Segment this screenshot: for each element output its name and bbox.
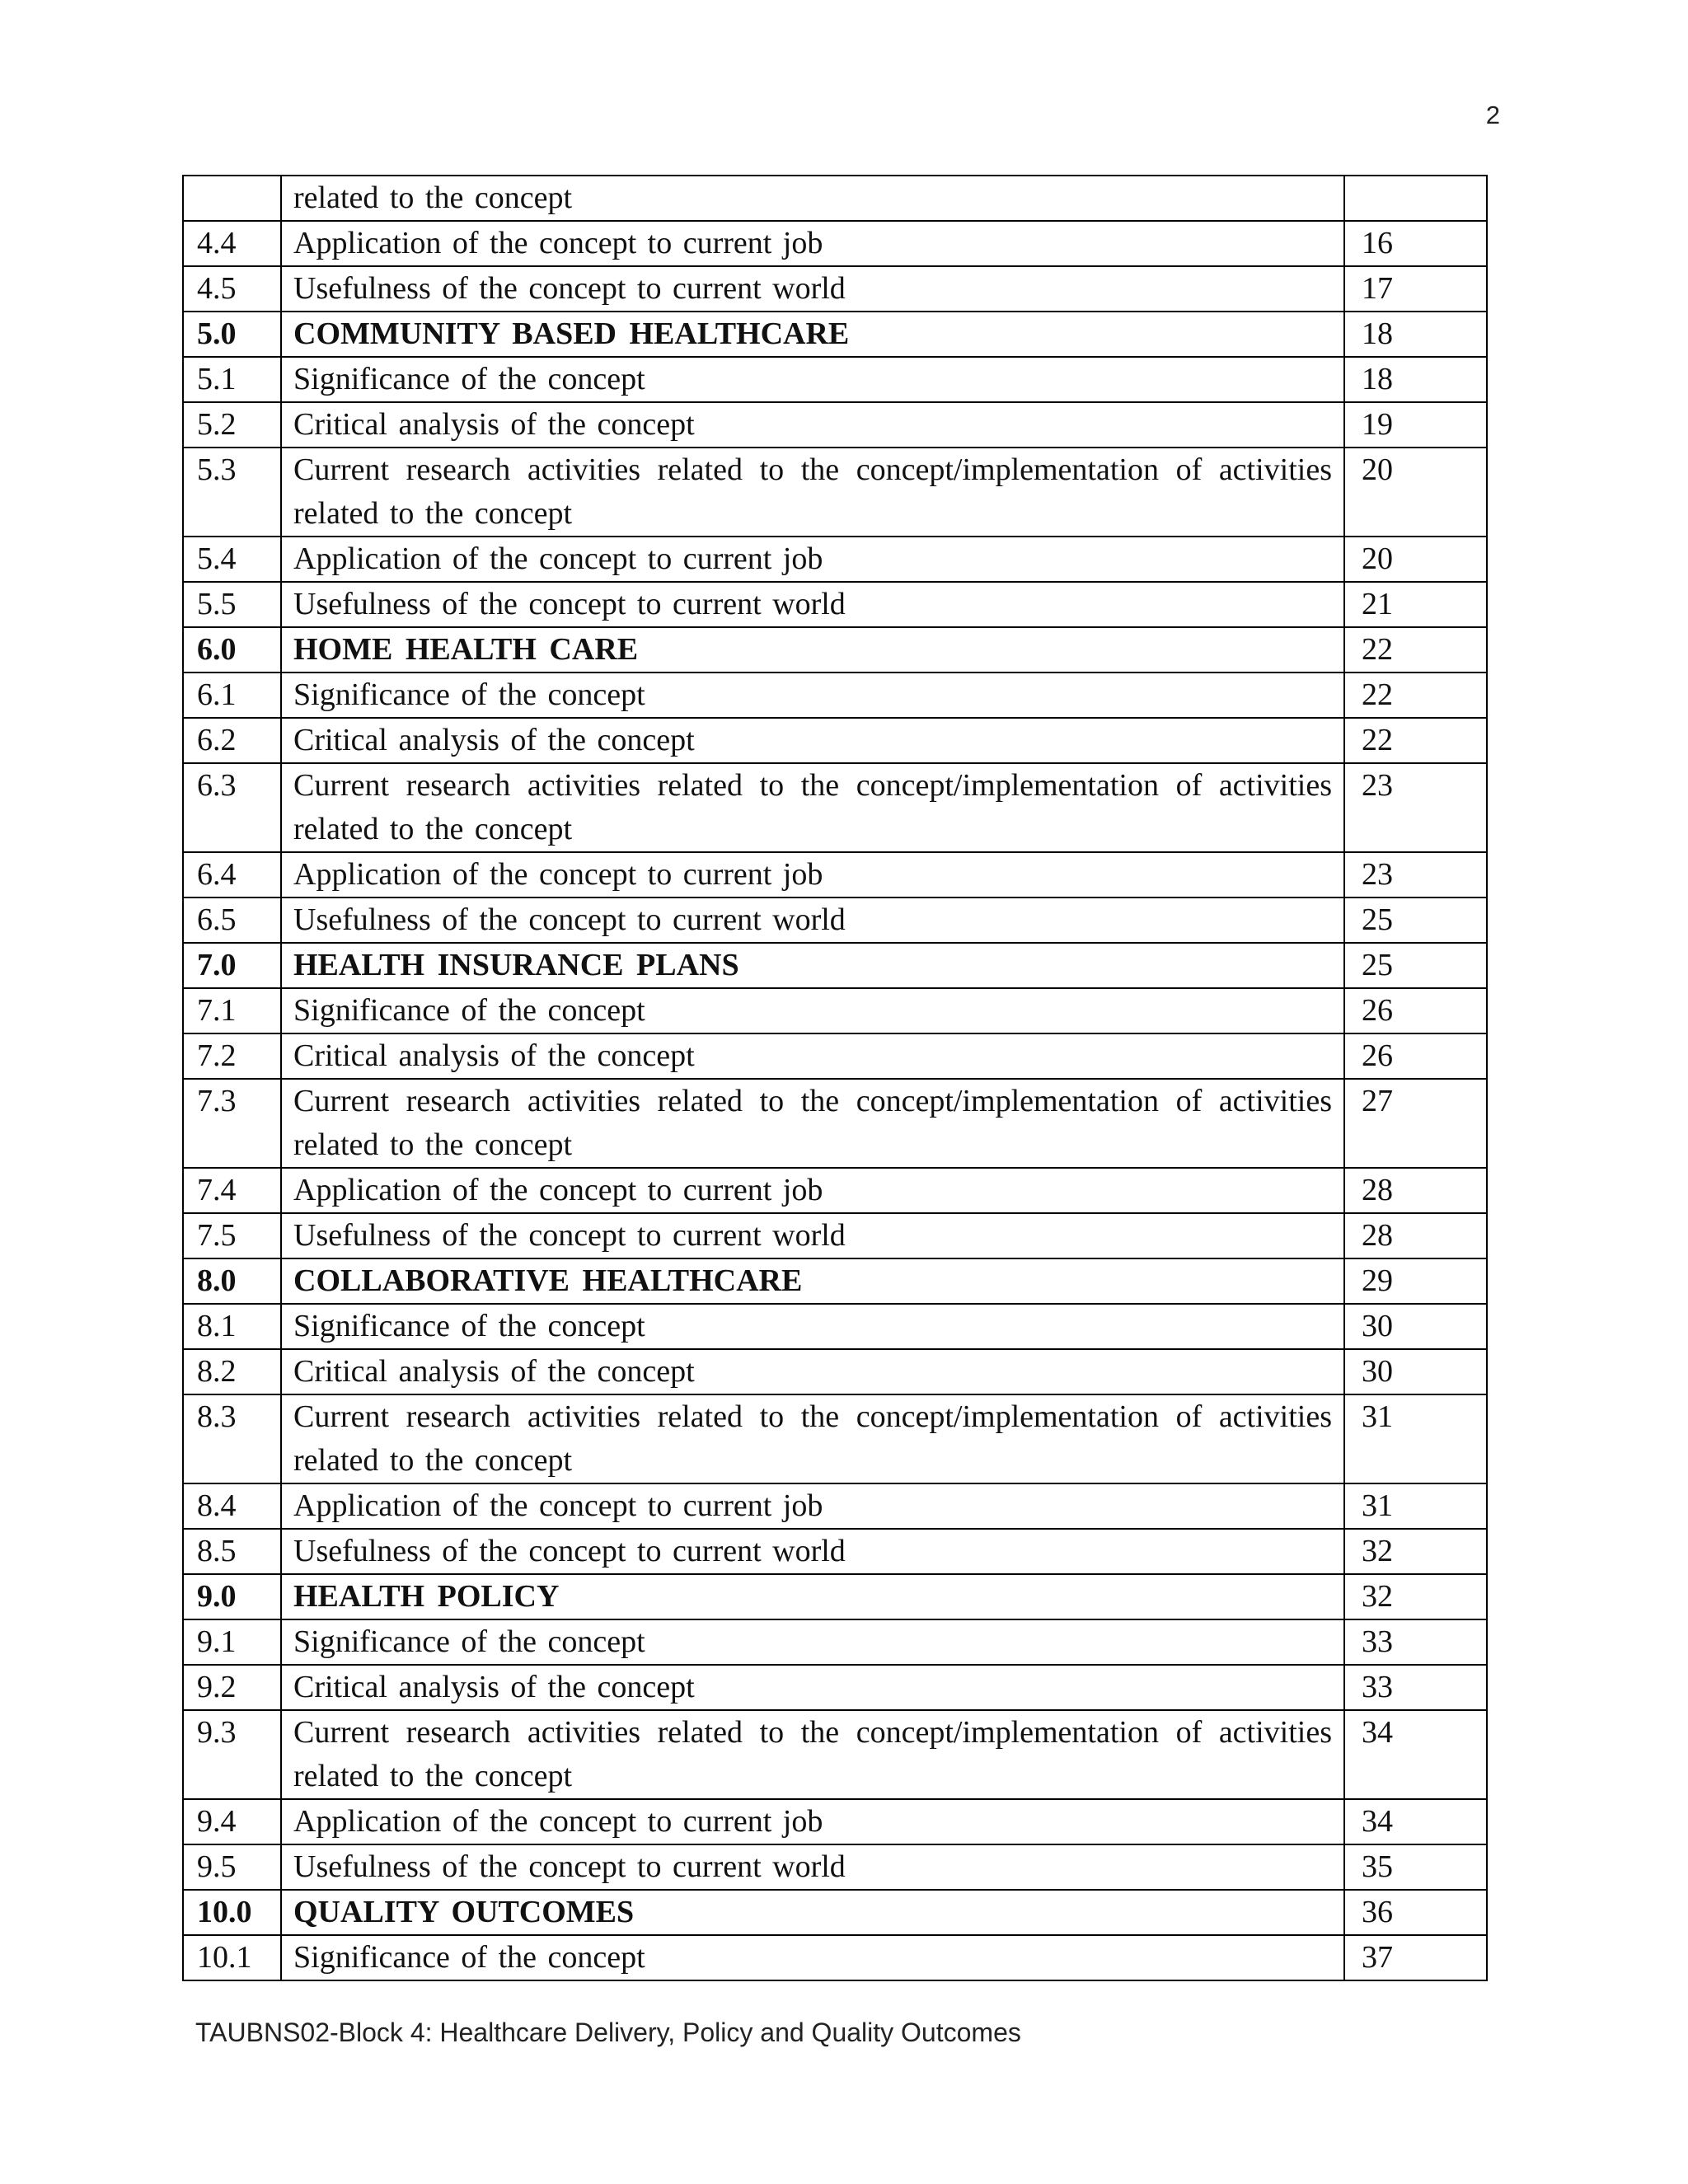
toc-page-number: 31 xyxy=(1344,1483,1487,1529)
toc-entry-title: Critical analysis of the concept xyxy=(281,1033,1344,1079)
toc-entry-title: HOME HEALTH CARE xyxy=(281,627,1344,673)
toc-section-heading-row xyxy=(183,943,1487,988)
toc-section-number: 5.3 xyxy=(183,448,281,537)
toc-section-number: 8.0 xyxy=(183,1258,281,1304)
toc-section-number: 7.2 xyxy=(183,1033,281,1079)
toc-row xyxy=(183,852,1487,898)
toc-row xyxy=(183,266,1487,312)
toc-row xyxy=(183,1213,1487,1258)
toc-section-number: 7.1 xyxy=(183,988,281,1033)
toc-section-number: 9.5 xyxy=(183,1844,281,1890)
toc-entry-title: Current research activities related to the concept/implementation of activities related to the concept xyxy=(281,763,1344,852)
toc-row xyxy=(183,898,1487,943)
toc-section-heading-row xyxy=(183,1890,1487,1935)
toc-section-number: 8.2 xyxy=(183,1349,281,1394)
toc-entry-title: Application of the concept to current job xyxy=(281,1168,1344,1213)
toc-section-heading-row xyxy=(183,627,1487,673)
toc-entry-title: Critical analysis of the concept xyxy=(281,1349,1344,1394)
toc-page-number: 25 xyxy=(1344,898,1487,943)
toc-page-number xyxy=(1344,176,1487,221)
toc-section-number: 7.4 xyxy=(183,1168,281,1213)
toc-row xyxy=(183,1844,1487,1890)
toc-entry-title: Current research activities related to the concept/implementation of activities related to the concept xyxy=(281,448,1344,537)
toc-page-number: 28 xyxy=(1344,1213,1487,1258)
toc-section-number: 5.5 xyxy=(183,582,281,627)
toc-page-number: 30 xyxy=(1344,1304,1487,1349)
toc-section-number: 9.1 xyxy=(183,1619,281,1665)
toc-row xyxy=(183,1349,1487,1394)
toc-page-number: 22 xyxy=(1344,673,1487,718)
toc-page-number: 17 xyxy=(1344,266,1487,312)
toc-page-number: 32 xyxy=(1344,1574,1487,1619)
toc-entry-title: HEALTH INSURANCE PLANS xyxy=(281,943,1344,988)
toc-page-number: 28 xyxy=(1344,1168,1487,1213)
toc-page-number: 35 xyxy=(1344,1844,1487,1890)
toc-entry-title: Application of the concept to current job xyxy=(281,1799,1344,1844)
toc-page-number: 26 xyxy=(1344,1033,1487,1079)
toc-row xyxy=(183,1799,1487,1844)
toc-entry-title: related to the concept xyxy=(281,176,1344,221)
toc-page-number: 25 xyxy=(1344,943,1487,988)
toc-row xyxy=(183,1079,1487,1168)
toc-section-heading-row xyxy=(183,312,1487,357)
toc-section-number: 7.0 xyxy=(183,943,281,988)
toc-page-number: 27 xyxy=(1344,1079,1487,1168)
toc-row xyxy=(183,1529,1487,1574)
toc-page-number: 34 xyxy=(1344,1799,1487,1844)
toc-row xyxy=(183,1394,1487,1483)
toc-page-number: 21 xyxy=(1344,582,1487,627)
toc-row xyxy=(183,988,1487,1033)
toc-section-number: 5.1 xyxy=(183,357,281,402)
toc-row xyxy=(183,537,1487,582)
toc-entry-title: Application of the concept to current job xyxy=(281,537,1344,582)
toc-entry-title: COMMUNITY BASED HEALTHCARE xyxy=(281,312,1344,357)
toc-row xyxy=(183,1935,1487,1980)
toc-section-number: 9.0 xyxy=(183,1574,281,1619)
table-of-contents xyxy=(182,175,1488,1981)
toc-section-number: 4.4 xyxy=(183,221,281,266)
toc-section-number: 5.0 xyxy=(183,312,281,357)
toc-entry-title: Significance of the concept xyxy=(281,988,1344,1033)
toc-row xyxy=(183,1619,1487,1665)
toc-page-number: 36 xyxy=(1344,1890,1487,1935)
toc-entry-title: Usefulness of the concept to current world xyxy=(281,1844,1344,1890)
toc-entry-title: Application of the concept to current job xyxy=(281,852,1344,898)
toc-section-number: 7.5 xyxy=(183,1213,281,1258)
toc-page-number: 18 xyxy=(1344,312,1487,357)
toc-entry-title: COLLABORATIVE HEALTHCARE xyxy=(281,1258,1344,1304)
toc-section-number: 8.1 xyxy=(183,1304,281,1349)
toc-page-number: 20 xyxy=(1344,448,1487,537)
toc-section-heading-row xyxy=(183,1574,1487,1619)
toc-page-number: 22 xyxy=(1344,718,1487,763)
toc-section-number: 4.5 xyxy=(183,266,281,312)
toc-section-number: 8.5 xyxy=(183,1529,281,1574)
toc-entry-title: Significance of the concept xyxy=(281,1619,1344,1665)
toc-row xyxy=(183,448,1487,537)
toc-row xyxy=(183,1168,1487,1213)
toc-body xyxy=(183,176,1487,1980)
toc-section-number xyxy=(183,176,281,221)
toc-section-number: 6.4 xyxy=(183,852,281,898)
toc-section-number: 7.3 xyxy=(183,1079,281,1168)
toc-row xyxy=(183,1483,1487,1529)
toc-row xyxy=(183,176,1487,221)
toc-section-number: 8.4 xyxy=(183,1483,281,1529)
toc-row xyxy=(183,1665,1487,1710)
toc-section-number: 6.1 xyxy=(183,673,281,718)
toc-entry-title: Usefulness of the concept to current world xyxy=(281,898,1344,943)
toc-entry-title: Critical analysis of the concept xyxy=(281,402,1344,448)
toc-section-number: 10.0 xyxy=(183,1890,281,1935)
toc-entry-title: Current research activities related to the concept/implementation of activities related to the concept xyxy=(281,1079,1344,1168)
toc-row xyxy=(183,402,1487,448)
toc-row xyxy=(183,1304,1487,1349)
toc-entry-title: HEALTH POLICY xyxy=(281,1574,1344,1619)
toc-row xyxy=(183,582,1487,627)
toc-row xyxy=(183,1033,1487,1079)
toc-page-number: 31 xyxy=(1344,1394,1487,1483)
toc-entry-title: Significance of the concept xyxy=(281,357,1344,402)
toc-page-number: 16 xyxy=(1344,221,1487,266)
toc-section-number: 6.2 xyxy=(183,718,281,763)
toc-entry-title: Usefulness of the concept to current world xyxy=(281,1529,1344,1574)
toc-section-number: 6.5 xyxy=(183,898,281,943)
toc-section-number: 5.4 xyxy=(183,537,281,582)
toc-row xyxy=(183,763,1487,852)
toc-page-number: 23 xyxy=(1344,852,1487,898)
toc-page-number: 37 xyxy=(1344,1935,1487,1980)
toc-section-number: 9.2 xyxy=(183,1665,281,1710)
toc-page-number: 22 xyxy=(1344,627,1487,673)
toc-entry-title: Usefulness of the concept to current world xyxy=(281,582,1344,627)
toc-entry-title: Significance of the concept xyxy=(281,1304,1344,1349)
toc-page-number: 34 xyxy=(1344,1710,1487,1799)
toc-row xyxy=(183,718,1487,763)
page-footer: TAUBNS02-Block 4: Healthcare Delivery, Policy and Quality Outcomes xyxy=(195,2018,1021,2047)
toc-section-number: 8.3 xyxy=(183,1394,281,1483)
toc-page-number: 19 xyxy=(1344,402,1487,448)
toc-page-number: 29 xyxy=(1344,1258,1487,1304)
toc-section-number: 10.1 xyxy=(183,1935,281,1980)
toc-entry-title: Application of the concept to current job xyxy=(281,221,1344,266)
toc-entry-title: QUALITY OUTCOMES xyxy=(281,1890,1344,1935)
toc-page-number: 20 xyxy=(1344,537,1487,582)
toc-row xyxy=(183,1710,1487,1799)
toc-section-number: 9.4 xyxy=(183,1799,281,1844)
toc-page-number: 33 xyxy=(1344,1665,1487,1710)
toc-entry-title: Usefulness of the concept to current world xyxy=(281,266,1344,312)
toc-entry-title: Significance of the concept xyxy=(281,1935,1344,1980)
toc-row xyxy=(183,673,1487,718)
toc-entry-title: Significance of the concept xyxy=(281,673,1344,718)
toc-entry-title: Current research activities related to the concept/implementation of activities related to the concept xyxy=(281,1710,1344,1799)
toc-page-number: 18 xyxy=(1344,357,1487,402)
toc-row xyxy=(183,357,1487,402)
toc-section-number: 6.3 xyxy=(183,763,281,852)
toc-section-number: 6.0 xyxy=(183,627,281,673)
toc-page-number: 26 xyxy=(1344,988,1487,1033)
toc-entry-title: Critical analysis of the concept xyxy=(281,1665,1344,1710)
toc-entry-title: Usefulness of the concept to current world xyxy=(281,1213,1344,1258)
toc-page-number: 32 xyxy=(1344,1529,1487,1574)
toc-entry-title: Application of the concept to current job xyxy=(281,1483,1344,1529)
toc-row xyxy=(183,221,1487,266)
toc-entry-title: Critical analysis of the concept xyxy=(281,718,1344,763)
toc-page-number: 33 xyxy=(1344,1619,1487,1665)
page-number: 2 xyxy=(1485,101,1500,129)
toc-section-number: 5.2 xyxy=(183,402,281,448)
toc-entry-title: Current research activities related to the concept/implementation of activities related to the concept xyxy=(281,1394,1344,1483)
toc-page-number: 30 xyxy=(1344,1349,1487,1394)
toc-page-number: 23 xyxy=(1344,763,1487,852)
toc-section-number: 9.3 xyxy=(183,1710,281,1799)
toc-section-heading-row xyxy=(183,1258,1487,1304)
